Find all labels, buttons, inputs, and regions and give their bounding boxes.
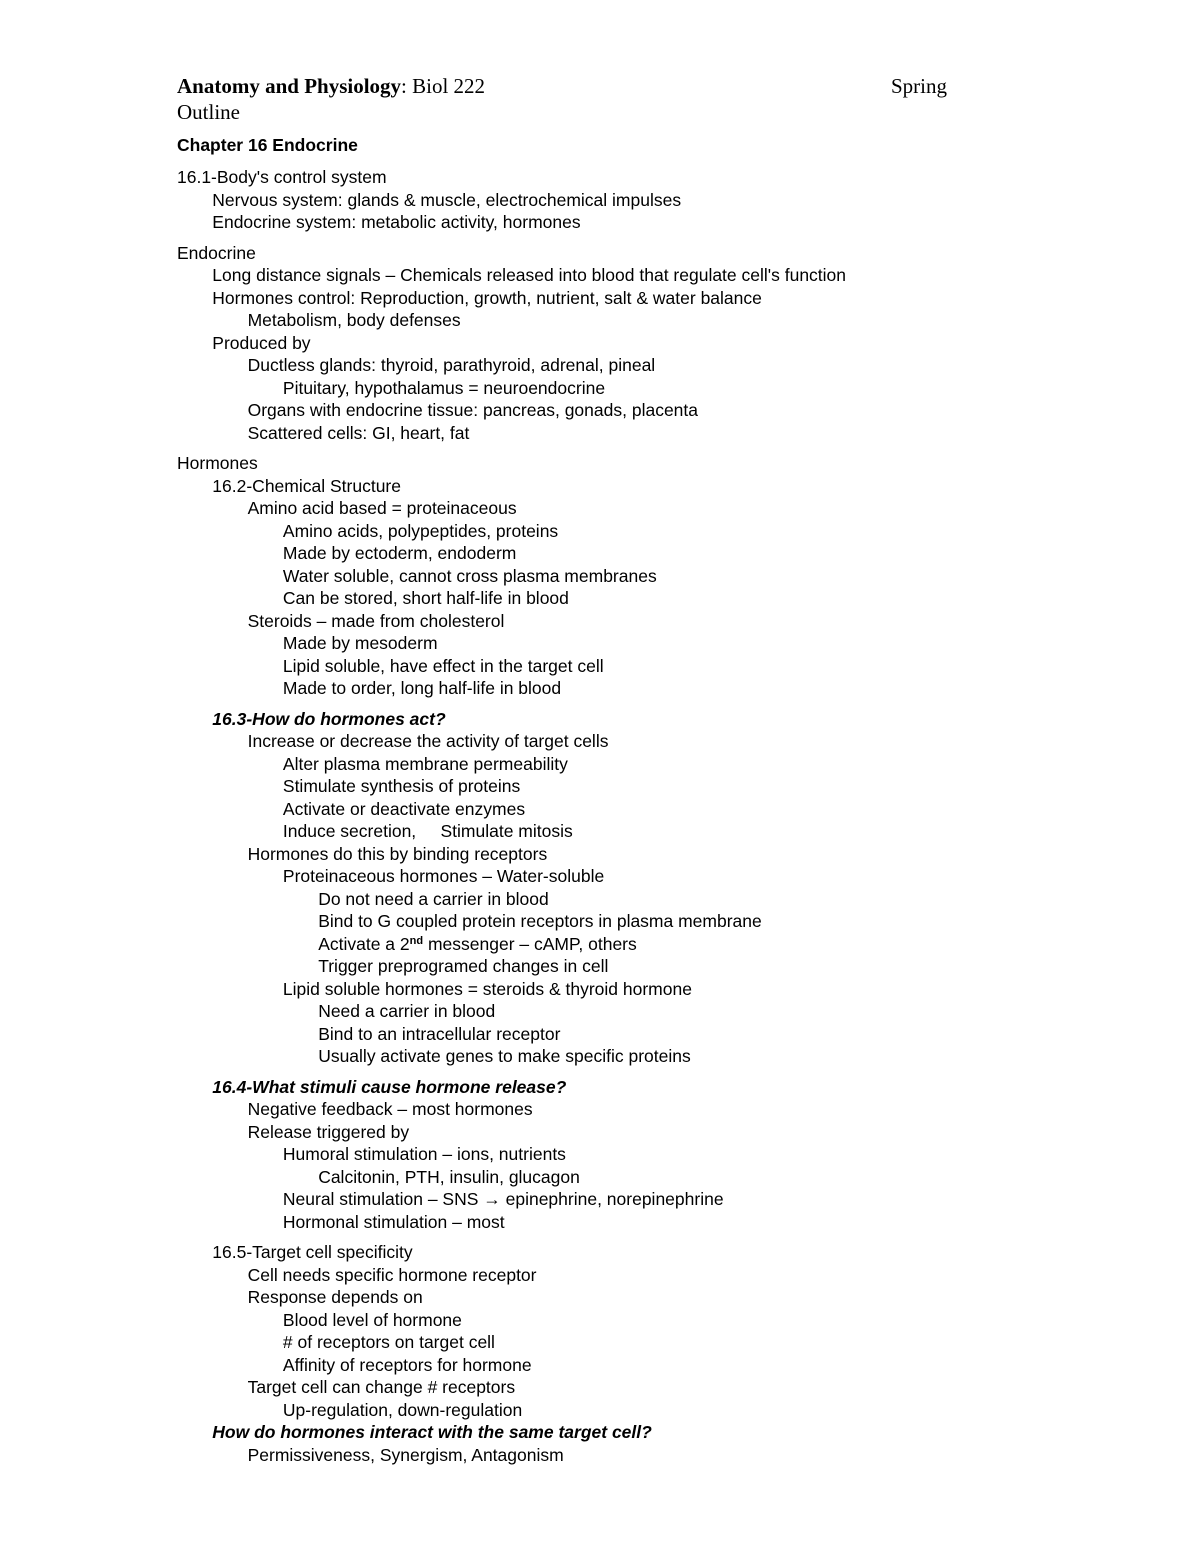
outline-line	[283, 542, 516, 565]
outline-line-text: Made by mesoderm	[282, 633, 438, 653]
outline-line-text: Can be stored, short half-life in blood	[282, 588, 569, 608]
outline-line-text: Negative feedback – most hormones	[247, 1099, 533, 1119]
outline-line	[248, 1264, 537, 1287]
outline-line-text: Usually activate genes to make specific proteins	[318, 1046, 691, 1066]
outline-line-text: Ductless glands: thyroid, parathyroid, adrenal, pineal	[247, 355, 656, 375]
outline-line-text: Target cell can change # receptors	[247, 1377, 516, 1397]
outline-line-text: Permissiveness, Synergism, Antagonism	[247, 1444, 564, 1465]
outline-line	[318, 955, 608, 978]
outline-line-text: Bind to an intracellular receptor	[318, 1023, 561, 1044]
outline-line-text: Need a carrier in blood	[318, 1001, 496, 1021]
outline-line-text: Organs with endocrine tissue: pancreas, gonads, placenta	[247, 400, 699, 420]
outline-line	[318, 1023, 560, 1046]
outline-line-text: Pituitary, hypothalamus = neuroendocrine	[282, 377, 606, 398]
outline-line	[283, 1188, 724, 1211]
outline-line	[248, 354, 656, 377]
outline-line-text: Trigger preprogramed changes in cell	[318, 956, 609, 976]
outline-line	[248, 399, 698, 422]
course-title: Anatomy and Physiology	[177, 74, 402, 98]
outline-line-text: Increase or decrease the activity of target cells	[247, 731, 609, 751]
outline-line	[248, 497, 517, 520]
outline-line-text: Amino acid based = proteinaceous	[247, 498, 517, 518]
outline-line-text: Nervous system: glands & muscle, electrochemical impulses	[212, 189, 682, 210]
outline-line-text: Induce secretion, Stimulate mitosis	[282, 821, 573, 841]
document-subtitle: Outline	[177, 100, 240, 124]
outline-line	[177, 452, 258, 475]
term-label: Spring	[890, 74, 947, 98]
outline-line	[318, 1000, 495, 1023]
outline-line	[177, 242, 256, 265]
outline-line	[318, 1045, 691, 1068]
outline-line-text: Steroids – made from cholesterol	[247, 610, 505, 631]
outline-line-text: Hormones control: Reproduction, growth, nutrient, salt & water balance	[212, 287, 762, 308]
outline-line	[283, 632, 438, 655]
outline-line-text: Cell needs specific hormone receptor	[247, 1264, 537, 1285]
outline-line	[212, 264, 846, 287]
course-code: : Biol 222	[401, 74, 486, 98]
outline-line-text: Up-regulation, down-regulation	[282, 1399, 523, 1420]
outline-line	[283, 655, 604, 678]
outline-line-text: Hormones	[177, 453, 258, 473]
outline-line-text: Proteinaceous hormones – Water-soluble	[282, 866, 605, 886]
outline-line	[283, 775, 520, 798]
outline-line	[212, 211, 580, 234]
outline-line	[212, 287, 762, 310]
outline-line	[283, 1354, 532, 1377]
outline-line	[283, 1399, 522, 1422]
outline-line-text: Made by ectoderm, endoderm	[282, 543, 517, 563]
outline-line	[283, 677, 561, 700]
outline-line-text: # of receptors on target cell	[282, 1332, 495, 1352]
outline-line-text: Amino acids, polypeptides, proteins	[282, 520, 559, 541]
outline-line	[212, 332, 310, 355]
outline-line	[318, 910, 762, 933]
outline-line	[283, 1309, 462, 1332]
outline-line-text: Release triggered by	[247, 1121, 410, 1142]
outline-line-text: Metabolism, body defenses	[247, 310, 461, 330]
document-header	[177, 74, 947, 99]
outline-line-text: 16.1-Body's control system	[177, 167, 387, 187]
outline-line	[283, 377, 605, 400]
outline-line-text: Activate or deactivate enzymes	[282, 798, 526, 819]
outline-line	[212, 189, 681, 212]
outline-line-text: Made to order, long half-life in blood	[282, 678, 562, 698]
outline-line	[212, 1421, 652, 1444]
outline-line	[283, 520, 558, 543]
outline-line-text: Activate a 2	[318, 933, 410, 954]
outline-line-text: Alter plasma membrane permeability	[282, 753, 568, 774]
outline-line	[248, 610, 505, 633]
outline-line-text: 16.3-How do hormones act?	[212, 708, 446, 729]
outline-line	[283, 1143, 566, 1166]
outline-line-text: Hormonal stimulation – most	[282, 1211, 505, 1232]
outline-line-text: Affinity of receptors for hormone	[282, 1354, 532, 1375]
outline-line	[212, 708, 445, 731]
outline-line	[212, 1076, 566, 1099]
outline-line	[248, 730, 609, 753]
outline-line	[248, 1376, 516, 1399]
outline-line-text: Calcitonin, PTH, insulin, glucagon	[318, 1166, 580, 1187]
outline-line-text: Endocrine system: metabolic activity, hormones	[212, 212, 581, 232]
outline-line-text: Humoral stimulation – ions, nutrients	[282, 1144, 566, 1164]
outline-line	[248, 1444, 564, 1467]
outline-line-text: Produced by	[212, 332, 311, 353]
outline-line-text: Bind to G coupled protein receptors in plasma membrane	[318, 911, 762, 931]
outline-line-text: Blood level of hormone	[282, 1309, 462, 1330]
outline-line	[283, 865, 604, 888]
chapter-title: Chapter 16 Endocrine	[177, 135, 358, 155]
outline-line-text: Lipid soluble hormones = steroids & thyroid hormone	[282, 978, 692, 999]
outline-line	[283, 1331, 495, 1354]
outline-line	[248, 843, 548, 866]
outline-line-text: Stimulate synthesis of proteins	[282, 776, 521, 796]
outline-line	[318, 1166, 580, 1189]
outline-line	[283, 565, 657, 588]
outline-line	[248, 309, 461, 332]
outline-line-text: 16.2-Chemical Structure	[212, 475, 401, 496]
outline-line-text: Endocrine	[177, 242, 256, 263]
outline-line	[248, 422, 470, 445]
outline-line	[283, 1211, 505, 1234]
outline-line-text: Long distance signals – Chemicals released into blood that regulate cell's function	[212, 265, 847, 285]
outline-line-text: Scattered cells: GI, heart, fat	[247, 422, 470, 443]
outline-line-text: 16.4-What stimuli cause hormone release?	[212, 1076, 567, 1097]
outline-line-text: Neural stimulation – SNS → epinephrine, norepinephrine	[282, 1189, 724, 1209]
outline-line	[283, 978, 692, 1001]
outline-line	[212, 475, 401, 498]
outline-line-text: How do hormones interact with the same target cell?	[212, 1422, 652, 1442]
outline-line	[283, 798, 525, 821]
outline-line	[283, 753, 568, 776]
outline-line-text: Lipid soluble, have effect in the target cell	[282, 655, 604, 676]
superscript: nd	[409, 934, 424, 947]
outline-line	[248, 1098, 533, 1121]
outline-line	[248, 1286, 423, 1309]
outline-line	[283, 587, 569, 610]
outline-line-text: Response depends on	[247, 1287, 423, 1307]
outline-line	[318, 933, 637, 956]
outline-line-text: Hormones do this by binding receptors	[247, 843, 548, 864]
outline-line	[248, 1121, 409, 1144]
outline-line-text-continued: messenger – cAMP, others	[423, 933, 637, 954]
outline-line	[283, 820, 573, 843]
outline-line-text: Do not need a carrier in blood	[318, 888, 549, 909]
outline-line	[212, 1241, 412, 1264]
outline-line	[177, 166, 387, 189]
outline-line-text: 16.5-Target cell specificity	[212, 1242, 413, 1262]
outline-line-text: Water soluble, cannot cross plasma membranes	[282, 565, 657, 586]
outline-line	[318, 888, 549, 911]
